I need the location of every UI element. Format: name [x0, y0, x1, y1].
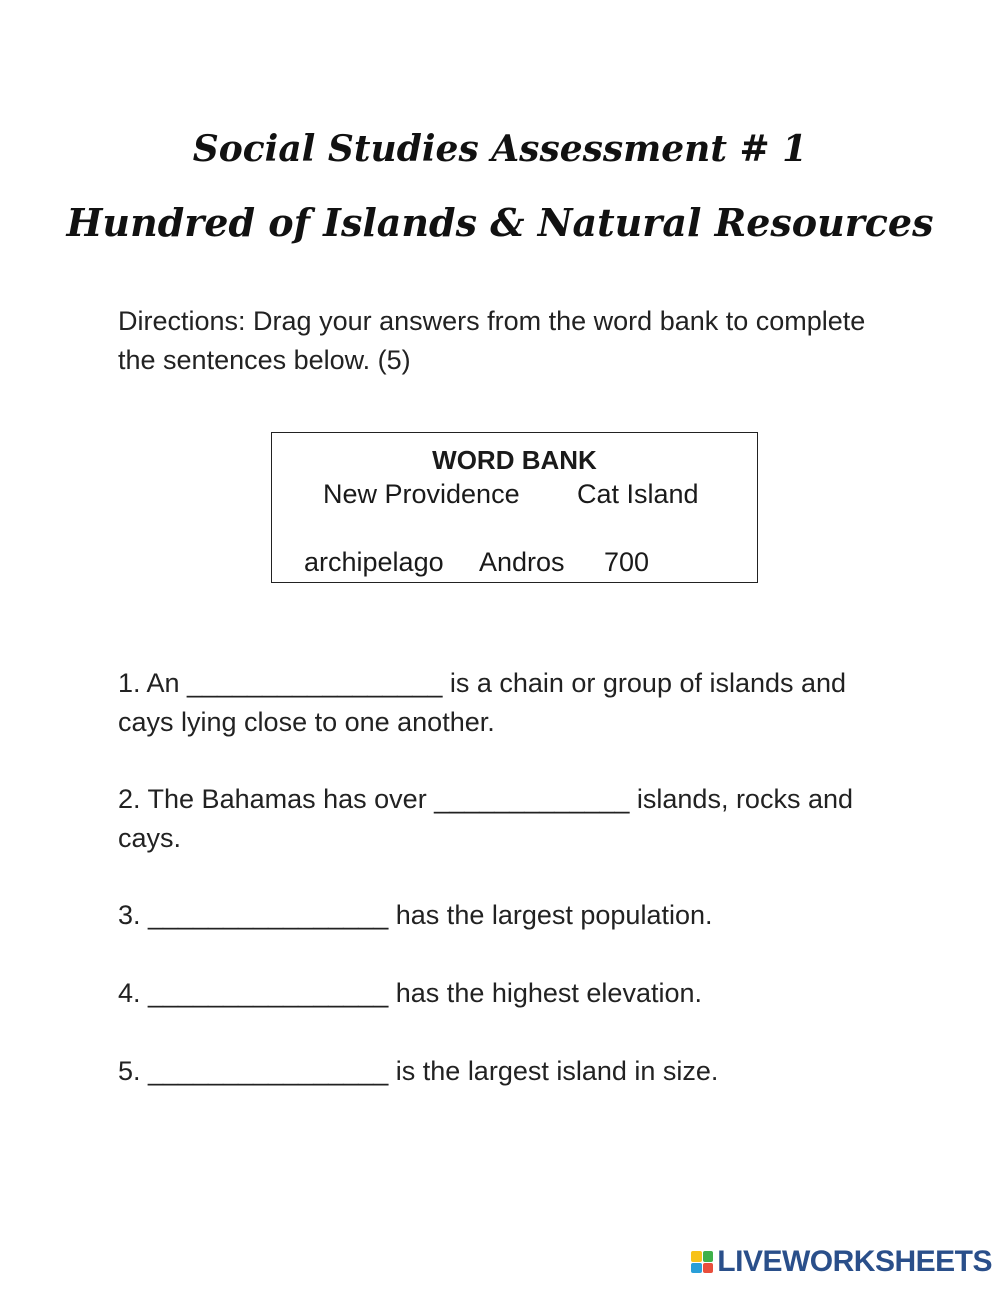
liveworksheets-logo-icon — [691, 1251, 713, 1273]
liveworksheets-logo — [691, 1245, 992, 1279]
word-bank-title: WORD BANK — [432, 445, 597, 475]
question-2: 2. The Bahamas has over _____________ islands, rocks and cays. — [118, 784, 853, 853]
word-bank-item-700[interactable]: 700 — [604, 547, 650, 577]
question-5: 5. ________________ is the largest island in size. — [118, 1056, 719, 1086]
question-3: 3. ________________ has the largest population. — [118, 900, 713, 930]
liveworksheets-logo-text: LIVEWORKSHEETS — [717, 1245, 992, 1278]
word-bank-item-new-providence[interactable]: New Providence — [323, 479, 520, 509]
page-subtitle: Hundred of Islands & Natural Resources — [66, 200, 934, 245]
question-4: 4. ________________ has the highest elevation. — [118, 978, 702, 1008]
word-bank-box — [271, 432, 758, 583]
question-1: 1. An _________________ is a chain or group of islands and cays lying close to one another. — [118, 668, 847, 737]
word-bank-item-cat-island[interactable]: Cat Island — [577, 479, 699, 509]
word-bank-item-andros[interactable]: Andros — [479, 547, 565, 577]
word-bank-item-archipelago[interactable]: archipelago — [304, 547, 444, 577]
directions-text: Directions: Drag your answers from the word bank to complete the sentences below. (5) — [118, 306, 866, 375]
page-title: Social Studies Assessment # 1 — [192, 128, 808, 170]
